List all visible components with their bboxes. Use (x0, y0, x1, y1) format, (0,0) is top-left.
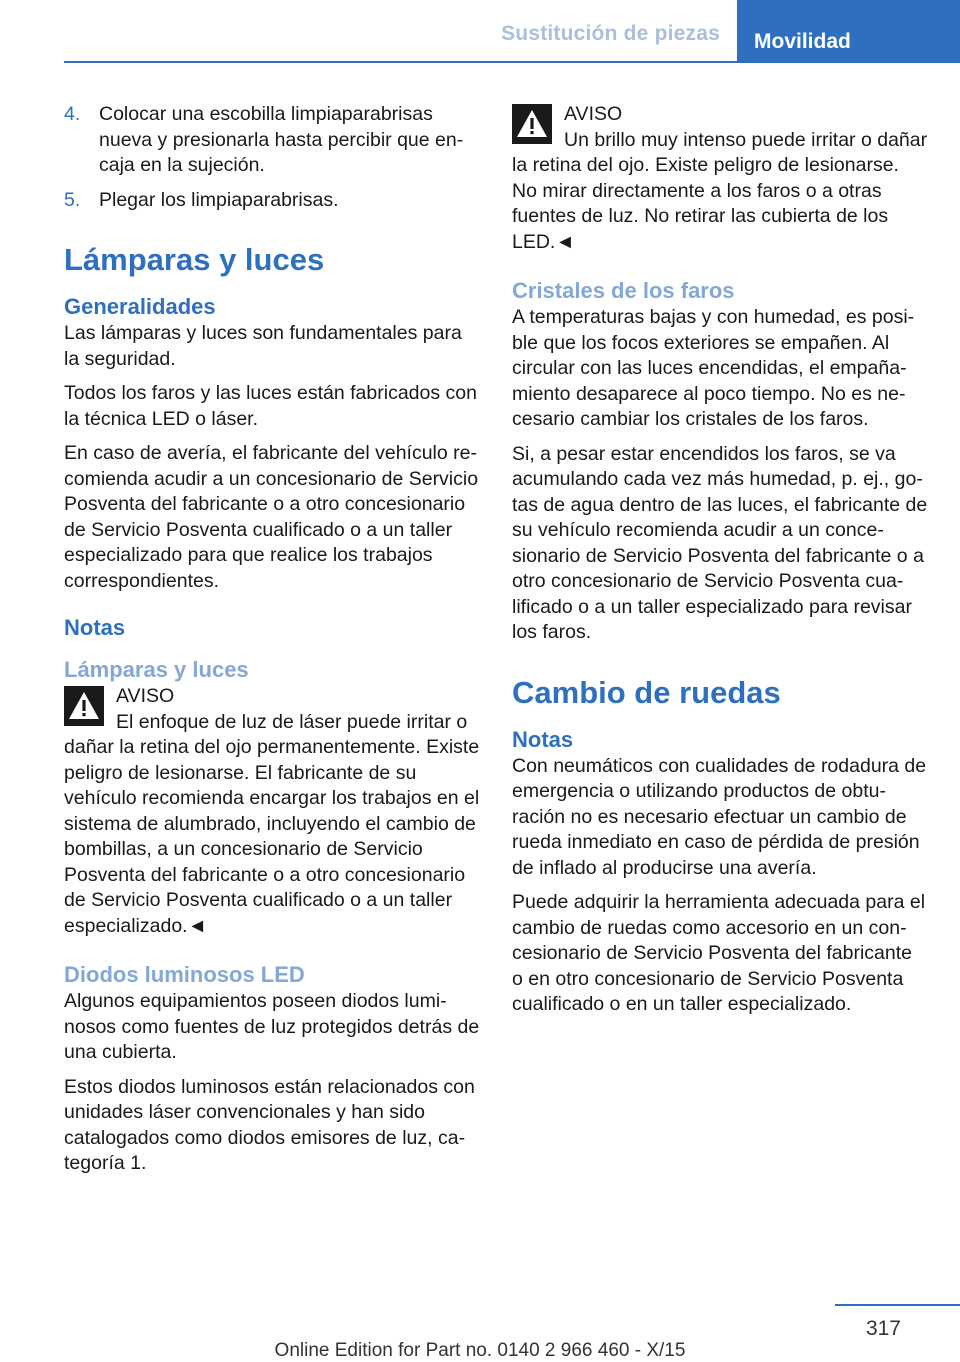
page-header (0, 0, 960, 62)
warning-text: Un brillo muy intenso puede irritar o dañar la retina del ojo. Existe peligro de lesionarse. No mirar directamente a los faros o a otras fuentes de luz. No retirar las cubierta de los LED.◄ (512, 128, 928, 253)
warning-triangle-icon (512, 104, 552, 144)
paragraph: Las lámparas y luces son fundamentales para la seguridad. (64, 322, 462, 370)
paragraph: Con neumáticos con cualidades de rodadura de emergencia o utilizando productos de obturación no es necesario efectuar un cambio de rueda inmediato en caso de pérdida de presión de inflado al producirse una avería. (512, 754, 927, 879)
page-number: 317 (865, 1317, 901, 1340)
list-item (64, 188, 480, 214)
subsubheading-lenses: Cristales de los faros (512, 278, 735, 303)
footer-rule (835, 1304, 960, 1306)
step-number: 4. (64, 103, 81, 125)
warning-triangle-icon (64, 686, 104, 726)
paragraph: Puede adquirir la herramienta adecuada para el cambio de ruedas como accesorio en un concesionario de Servicio Posventa del fabricante o en otro concesionario de Servicio Posventa cualificado o en un taller especializado. (512, 891, 926, 1015)
edition-note: Online Edition for Part no. 0140 2 966 460 - X/15 (274, 1340, 686, 1361)
paragraph: Estos diodos luminosos están relacionados con unidades láser convencionales y han sido catalogados como diodos emisores de luz, categoría 1. (64, 1075, 475, 1174)
section-heading-wheels: Cambio de ruedas (512, 674, 781, 710)
warning-label: AVISO (116, 685, 175, 707)
subheading-notes: Notas (512, 726, 574, 752)
subheading-general: Generalidades (64, 294, 216, 319)
list-item (64, 102, 480, 179)
warning-block (64, 684, 480, 939)
paragraph: En caso de avería, el fabricante del vehículo recomienda acudir a un concesionario de Servicio Posventa del fabricante o a otro concesionario de Servicio Posventa cualificado o a un taller especializado para que realice los trabajos correspondientes. (64, 442, 479, 592)
left-column (64, 102, 480, 1186)
paragraph: Si, a pesar estar encendidos los faros, se va acumulando cada vez más humedad, p. ej., gotas de agua dentro de las luces, el fabricante de su vehículo recomienda acudir a un concesionario de Servicio Posventa del fabricante o a otro concesionario de Servicio Posventa cualificado o a un taller especializado para revisar los faros. (512, 442, 928, 643)
header-rule (64, 61, 960, 63)
section-heading-lamps: Lámparas y luces (64, 242, 325, 277)
chapter-tab: Movilidad (737, 0, 960, 62)
paragraph: Algunos equipamientos poseen diodos luminosos como fuentes de luz protegidos detrás de una cubierta. (64, 990, 480, 1063)
subsubheading-lamps: Lámparas y luces (64, 657, 249, 682)
warning-text: El enfoque de luz de láser puede irritar o dañar la retina del ojo permanentemente. Existe peligro de lesionarse. El fabricante de su vehículo recomienda encargar los trabajos en el sistema de alumbrado, incluyendo el cambio de bombillas, a un concesionario de Servicio Posventa del fabricante o a otro concesionario de Servicio Posventa cualificado o a un taller especializado.◄ (64, 710, 480, 937)
section-title: Sustitución de piezas (501, 22, 720, 45)
subsubheading-led: Diodos luminosos LED (64, 962, 305, 987)
paragraph: A temperaturas bajas y con humedad, es posible que los focos exteriores se empañen. Al circular con las luces encendidas, el empañamiento desaparece al poco tiempo. No es necesario cambiar los cristales de los faros. (512, 306, 915, 430)
step-text: Plegar los limpiaparabrisas. (99, 188, 339, 211)
paragraph: Todos los faros y las luces están fabricados con la técnica LED o láser. (64, 382, 477, 430)
right-column (512, 102, 928, 1027)
subheading-notes: Notas (64, 615, 126, 640)
step-number: 5. (64, 188, 81, 211)
steps-list (64, 102, 480, 213)
step-text: Colocar una escobilla limpiaparabrisas nueva y presionarla hasta percibir que encaja en la sujeción. (99, 103, 464, 176)
warning-block (512, 102, 928, 255)
warning-label: AVISO (564, 103, 623, 125)
